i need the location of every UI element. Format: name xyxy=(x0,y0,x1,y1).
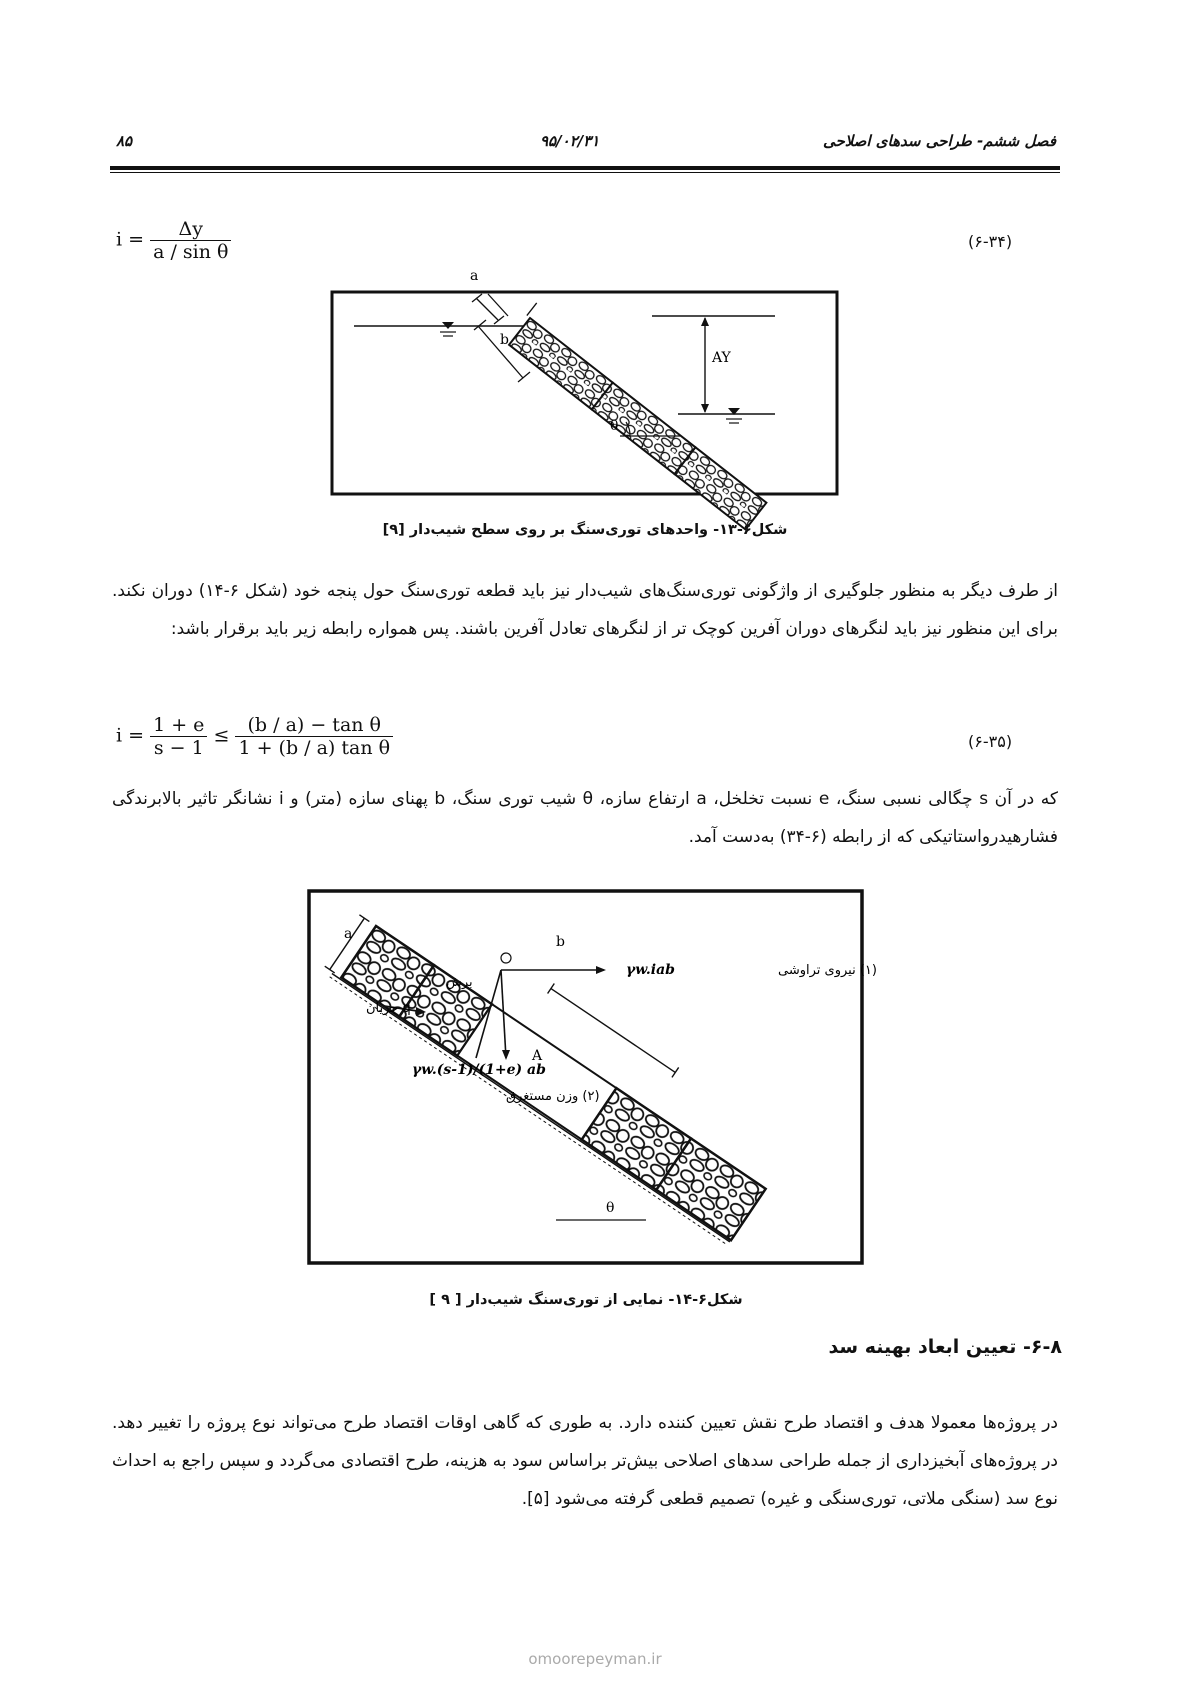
paragraph-variables: که در آن s چگالی نسبی سنگ، e نسبت تخلخل، a ارتفاع سازه، θ شیب توری سنگ، b پهنای سازه (متر) و i نشانگر تاثیر بالابرندگی فشارهیدرواستاتیکی که از رابطه (۶-۳۴) به‌دست آمد. xyxy=(112,789,1058,847)
equation-35-denominator-1: s − 1 xyxy=(153,737,204,759)
equation-34-lhs: i = xyxy=(116,228,145,251)
equation-35-fraction-2 xyxy=(235,714,393,759)
figure-14-drawing xyxy=(306,888,877,1268)
equation-35 xyxy=(116,714,393,759)
figure-14-seepage-force: (۱) نیروی تراوشی xyxy=(778,963,877,978)
figure-14-label-theta: θ xyxy=(606,1200,615,1216)
section-paragraph: در پروژه‌ها معمولا هدف و اقتصاد طرح نقش تعیین کننده دارد. به طوری که گاهی اوقات اقتصاد طرح می‌تواند نوع پروژه را تغییر دهد. در پروژه‌های آبخیزداری از جمله طراحی سدهای اصلاحی بیش‌تر براساس سود به هزینه، طرح اقتصادی می‌گردد و سپس راجع به احداث نوع سد (سنگی ملاتی، توری‌سنگی و غیره) تصمیم قطعی گرفته می‌شود [۵]. xyxy=(112,1413,1058,1509)
chapter-title: فصل ششم- طراحی سدهای اصلاحی xyxy=(822,132,1056,150)
paragraph-gabion-overturning: از طرف دیگر به منظور جلوگیری از واژگونی توری‌سنگ‌های شیب‌دار نیز باید قطعه توری‌سنگ حول پنجه خود (شکل ۶-۱۴) دوران نکند. برای این منظور نیز باید لنگرهای دوران آفرین کوچک تر از لنگرهای تعادل آفرین باشند. پس همواره رابطه زیر باید برقرار باشد: xyxy=(112,581,1059,639)
figure-14-submerged-weight: (۲) وزن مستغرق xyxy=(506,1089,600,1104)
header-rule xyxy=(110,166,1060,170)
equation-34-numerator: Δy xyxy=(150,218,231,241)
equation-34-denominator: a / sin θ xyxy=(153,241,229,263)
figure-13-label-b: b xyxy=(500,332,509,348)
equation-35-number: (۶-۳۵) xyxy=(968,732,1013,751)
figure-13 xyxy=(330,268,840,502)
equation-35-lhs: i = xyxy=(116,724,145,747)
equation-34 xyxy=(116,218,231,263)
figure-14-seepage-formula: γw.iab xyxy=(626,962,675,978)
equation-35-fraction-1 xyxy=(150,714,207,759)
figure-14 xyxy=(306,888,877,1272)
equation-35-numerator-2: (b / a) − tan θ xyxy=(235,714,393,737)
equation-35-relation: ≤ xyxy=(213,724,230,747)
figure-14-caption: شکل۶-۱۴- نمایی از توری‌سنگ شیب‌دار [ ۹ ] xyxy=(429,1292,743,1308)
equation-34-number: (۶-۳۴) xyxy=(968,232,1013,251)
header-rule-thin xyxy=(110,172,1060,173)
figure-14-shear-label: برش xyxy=(446,975,473,990)
figure-13-label-a: a xyxy=(470,268,479,284)
equation-35-denominator-2: 1 + (b / a) tan θ xyxy=(238,737,391,759)
equation-35-numerator-1: 1 + e xyxy=(150,714,207,737)
figure-14-label-b: b xyxy=(556,934,565,950)
figure-13-label-ay: AY xyxy=(712,350,731,366)
section-heading: ۶-۸- تعیین ابعاد بهینه سد xyxy=(828,1336,1062,1358)
figure-13-label-theta: θ xyxy=(610,418,619,434)
figure-14-flow-label: q جریان xyxy=(366,1001,411,1016)
page-number: ۸۵ xyxy=(116,132,133,150)
figure-13-caption: شکل۶-۱۳- واحدهای توری‌سنگ بر روی سطح شیب‌دار [۹] xyxy=(382,522,788,538)
figure-14-weight-formula: γw.(s-1)/(1+e) ab xyxy=(412,1062,546,1078)
figure-14-point-a: A xyxy=(532,1048,543,1064)
footer-website: omoorepeyman.ir xyxy=(528,1650,662,1668)
figure-14-label-a: a xyxy=(344,926,353,942)
header-date: ۹۵/۰۲/۳۱ xyxy=(540,132,600,150)
equation-34-fraction xyxy=(150,218,231,263)
figure-13-drawing xyxy=(330,268,840,498)
